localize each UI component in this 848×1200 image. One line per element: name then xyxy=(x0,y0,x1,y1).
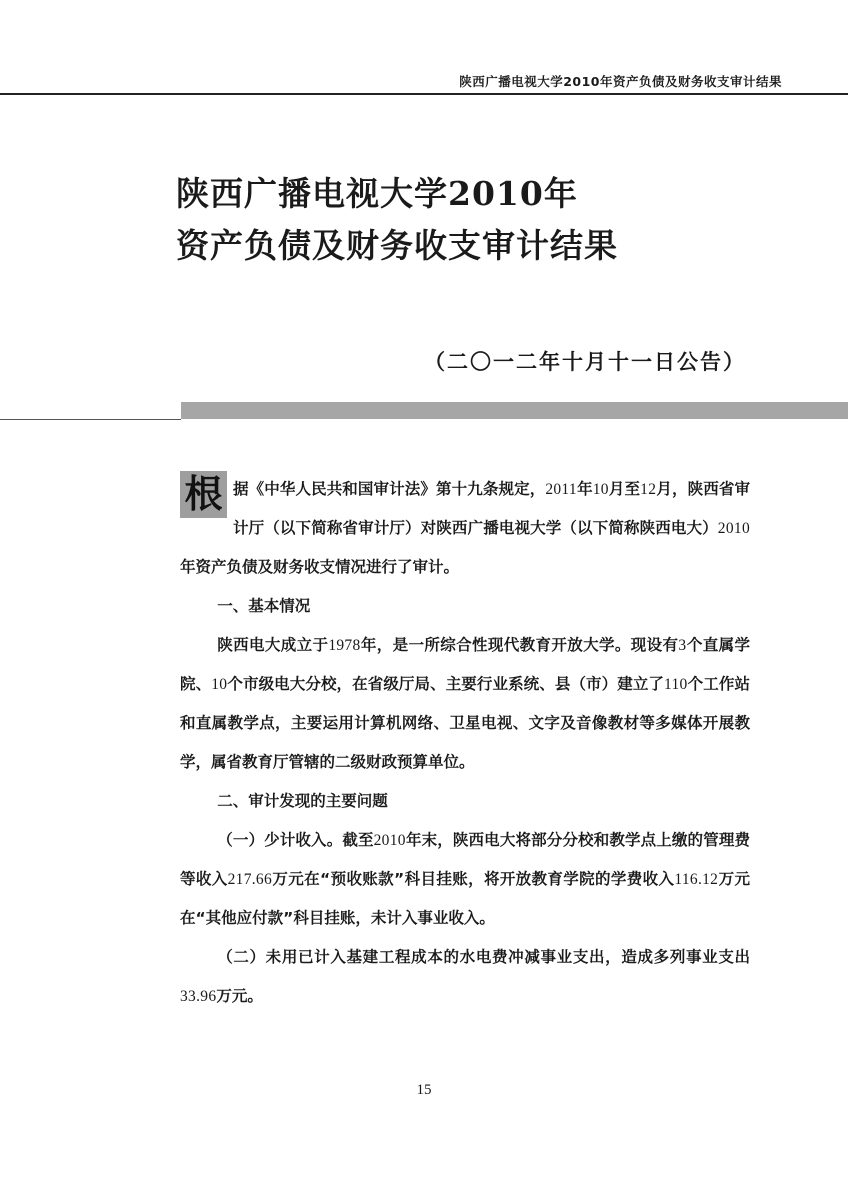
running-header: 陕西广播电视大学2010年资产负债及财务收支审计结果 xyxy=(459,74,782,89)
issue-paragraph-1: （一）少计收入。截至2010年末，陕西电大将部分分校和教学点上缴的管理费等收入217.66万元在“预收账款”科目挂账，将开放教育学院的学费收入116.12万元在“其他应付款”科目挂账，未计入事业收入。 xyxy=(180,831,750,927)
page-number: 15 xyxy=(416,1082,432,1098)
announcement-date: （二〇一二年十月十一日公告） xyxy=(424,350,746,374)
title-line-1: 陕西广播电视大学2010年 xyxy=(176,174,578,213)
basic-info-paragraph: 陕西电大成立于1978年，是一所综合性现代教育开放大学。现设有3个直属学院、10个市级电大分校，在省级厅局、主要行业系统、县（市）建立了110个工作站和直属教学点，主要运用计算机网络、卫星电视、文字及音像教材等多媒体开展教学，属省教育厅管辖的二级财政预算单位。 xyxy=(180,636,750,771)
issue-paragraph-2: （二）未用已计入基建工程成本的水电费冲减事业支出，造成多列事业支出33.96万元。 xyxy=(180,948,750,1005)
document-title xyxy=(176,168,618,272)
decorative-gray-band xyxy=(181,402,848,419)
decorative-rule xyxy=(0,419,181,420)
section-heading-audit-issues: 二、审计发现的主要问题 xyxy=(217,792,388,810)
drop-cap: 根 xyxy=(180,471,227,518)
title-line-2: 资产负债及财务收支审计结果 xyxy=(176,226,618,265)
section-heading-basic-info: 一、基本情况 xyxy=(217,597,311,615)
header-rule xyxy=(0,93,848,95)
body-text xyxy=(180,470,750,1016)
intro-paragraph: 根 据《中华人民共和国审计法》第十九条规定，2011年10月至12月，陕西省审计厅（以下简称省审计厅）对陕西广播电视大学（以下简称陕西电大）2010年资产负债及财务收支情况进行了审计。 xyxy=(180,471,750,576)
